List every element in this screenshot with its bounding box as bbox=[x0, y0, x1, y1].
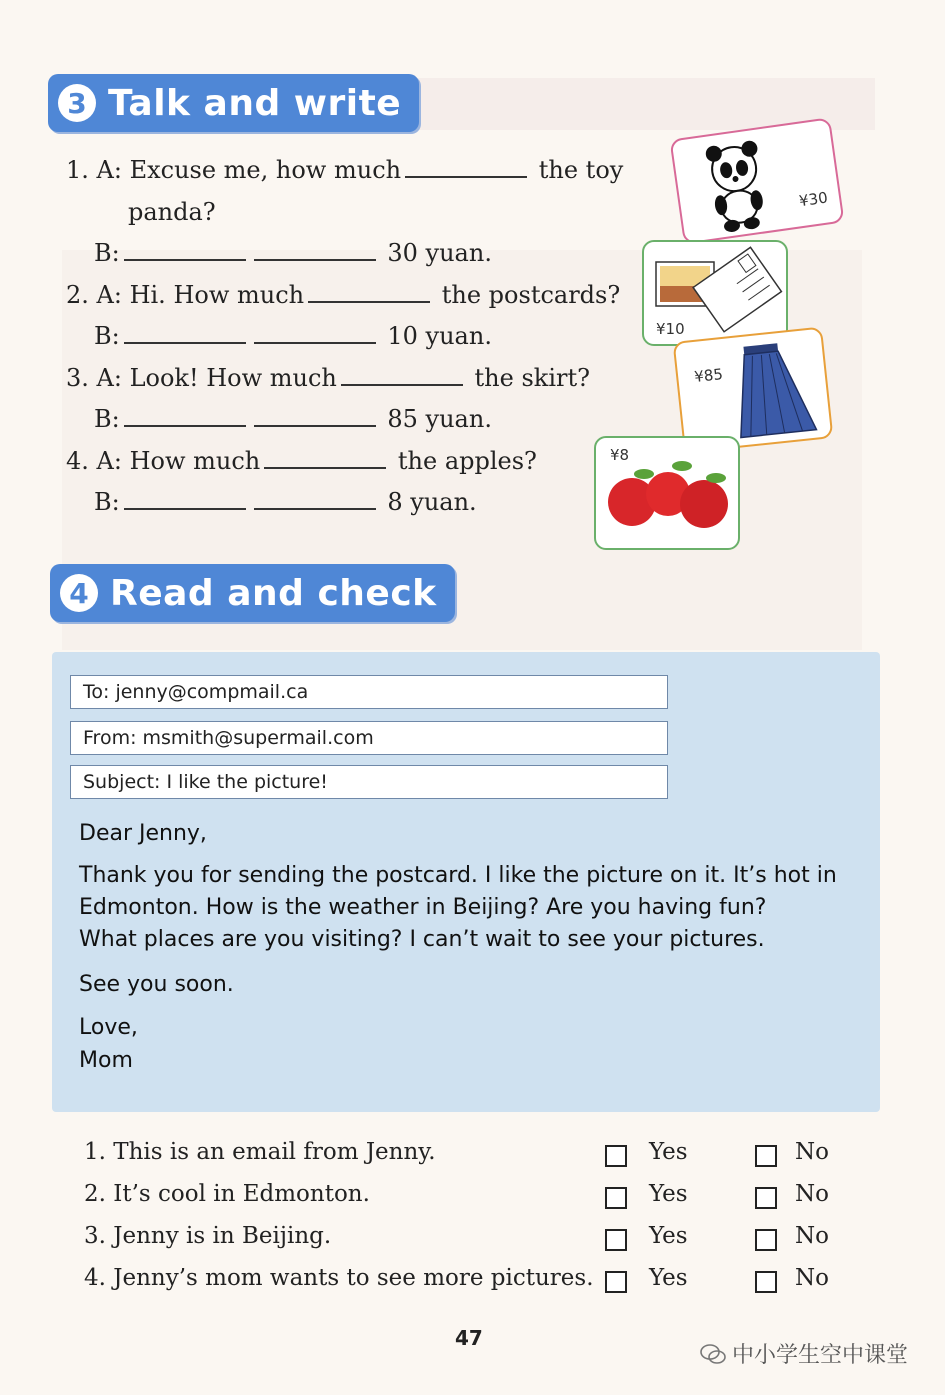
q3-a-pre: 3. A: Look! How much bbox=[66, 364, 337, 392]
email-sign-love: Love, bbox=[79, 1015, 138, 1040]
email-closing: See you soon. bbox=[79, 972, 234, 997]
yes-checkbox-4[interactable] bbox=[605, 1271, 627, 1293]
email-sign-mom: Mom bbox=[79, 1048, 133, 1073]
panda-price: ¥30 bbox=[797, 188, 829, 211]
email-to-field: To: jenny@compmail.ca bbox=[70, 675, 668, 709]
q2-a-blank[interactable] bbox=[308, 283, 430, 303]
email-from-field: From: msmith@supermail.com bbox=[70, 721, 668, 755]
check-question-2: 2. It’s cool in Edmonton. bbox=[84, 1181, 370, 1207]
page-number: 47 bbox=[455, 1326, 483, 1350]
q1-a-post: the toy bbox=[538, 156, 624, 184]
section-3-header bbox=[48, 74, 419, 132]
q1-b-line bbox=[94, 239, 492, 267]
no-checkbox-4[interactable] bbox=[755, 1271, 777, 1293]
yes-label-1: Yes bbox=[649, 1139, 688, 1165]
section-4-number: 4 bbox=[60, 574, 98, 612]
q3-a-blank[interactable] bbox=[341, 366, 463, 386]
check-question-1: 1. This is an email from Jenny. bbox=[84, 1139, 436, 1165]
email-greeting: Dear Jenny, bbox=[79, 821, 207, 846]
email-body-line-2: Edmonton. How is the weather in Beijing? Are you having fun? bbox=[79, 895, 767, 920]
q2-b-blank-1[interactable] bbox=[124, 324, 246, 344]
q3-a-line bbox=[66, 364, 590, 392]
postcards-card bbox=[642, 240, 788, 346]
email-body-line-3: What places are you visiting? I can’t wait to see your pictures. bbox=[79, 927, 765, 952]
q2-a-pre: 2. A: Hi. How much bbox=[66, 281, 305, 309]
no-label-4: No bbox=[795, 1265, 829, 1291]
skirt-image bbox=[675, 329, 831, 452]
watermark-text: 中小学生空中课堂 bbox=[732, 1343, 909, 1368]
q1-a-blank[interactable] bbox=[405, 158, 527, 178]
no-label-2: No bbox=[795, 1181, 829, 1207]
no-checkbox-1[interactable] bbox=[755, 1145, 777, 1167]
q2-b-post: 10 yuan. bbox=[387, 322, 492, 350]
q3-b-post: 85 yuan. bbox=[387, 405, 492, 433]
q3-b-line bbox=[94, 405, 492, 433]
q1-b-post: 30 yuan. bbox=[387, 239, 492, 267]
no-label-1: No bbox=[795, 1139, 829, 1165]
q3-b-blank-1[interactable] bbox=[124, 407, 246, 427]
email-body-line-1: Thank you for sending the postcard. I like the picture on it. It’s hot in bbox=[79, 863, 837, 888]
no-checkbox-3[interactable] bbox=[755, 1229, 777, 1251]
no-checkbox-2[interactable] bbox=[755, 1187, 777, 1209]
q1-a-line bbox=[66, 156, 623, 184]
q3-a-post: the skirt? bbox=[474, 364, 590, 392]
q4-b-blank-2[interactable] bbox=[254, 490, 376, 510]
wechat-icon bbox=[700, 1343, 726, 1365]
q4-b-line bbox=[94, 488, 477, 516]
q4-a-blank[interactable] bbox=[264, 449, 386, 469]
q1-b-blank-1[interactable] bbox=[124, 241, 246, 261]
panda-image bbox=[672, 120, 843, 243]
yes-checkbox-2[interactable] bbox=[605, 1187, 627, 1209]
section-3-number: 3 bbox=[58, 84, 96, 122]
apples-card bbox=[594, 436, 740, 550]
q3-b-blank-2[interactable] bbox=[254, 407, 376, 427]
yes-label-4: Yes bbox=[649, 1265, 688, 1291]
q2-b-label: B: bbox=[94, 322, 120, 350]
section-3-title: Talk and write bbox=[108, 82, 402, 124]
section-4-header bbox=[50, 564, 455, 622]
q1-b-blank-2[interactable] bbox=[254, 241, 376, 261]
q1-a-pre: 1. A: Excuse me, how much bbox=[66, 156, 402, 184]
q2-b-blank-2[interactable] bbox=[254, 324, 376, 344]
q4-b-post: 8 yuan. bbox=[387, 488, 477, 516]
yes-label-3: Yes bbox=[649, 1223, 688, 1249]
skirt-card bbox=[673, 326, 834, 453]
q4-b-blank-1[interactable] bbox=[124, 490, 246, 510]
yes-label-2: Yes bbox=[649, 1181, 688, 1207]
q4-a-pre: 4. A: How much bbox=[66, 447, 261, 475]
skirt-price: ¥85 bbox=[693, 365, 724, 387]
q2-b-line bbox=[94, 322, 492, 350]
watermark bbox=[700, 1338, 908, 1369]
yes-checkbox-1[interactable] bbox=[605, 1145, 627, 1167]
no-label-3: No bbox=[795, 1223, 829, 1249]
yes-checkbox-3[interactable] bbox=[605, 1229, 627, 1251]
q2-a-line bbox=[66, 281, 620, 309]
q4-a-post: the apples? bbox=[397, 447, 537, 475]
q3-b-label: B: bbox=[94, 405, 120, 433]
q1-a-cont: panda? bbox=[128, 198, 216, 226]
q2-a-post: the postcards? bbox=[441, 281, 621, 309]
section-4-title: Read and check bbox=[110, 572, 437, 614]
panda-card bbox=[669, 117, 844, 245]
email-subject-field: Subject: I like the picture! bbox=[70, 765, 668, 799]
apples-price: ¥8 bbox=[610, 446, 630, 464]
q4-a-line bbox=[66, 447, 537, 475]
q1-b-label: B: bbox=[94, 239, 120, 267]
check-question-4: 4. Jenny’s mom wants to see more pictures. bbox=[84, 1265, 594, 1291]
q4-b-label: B: bbox=[94, 488, 120, 516]
postcards-price: ¥10 bbox=[656, 320, 685, 338]
check-question-3: 3. Jenny is in Beijing. bbox=[84, 1223, 332, 1249]
